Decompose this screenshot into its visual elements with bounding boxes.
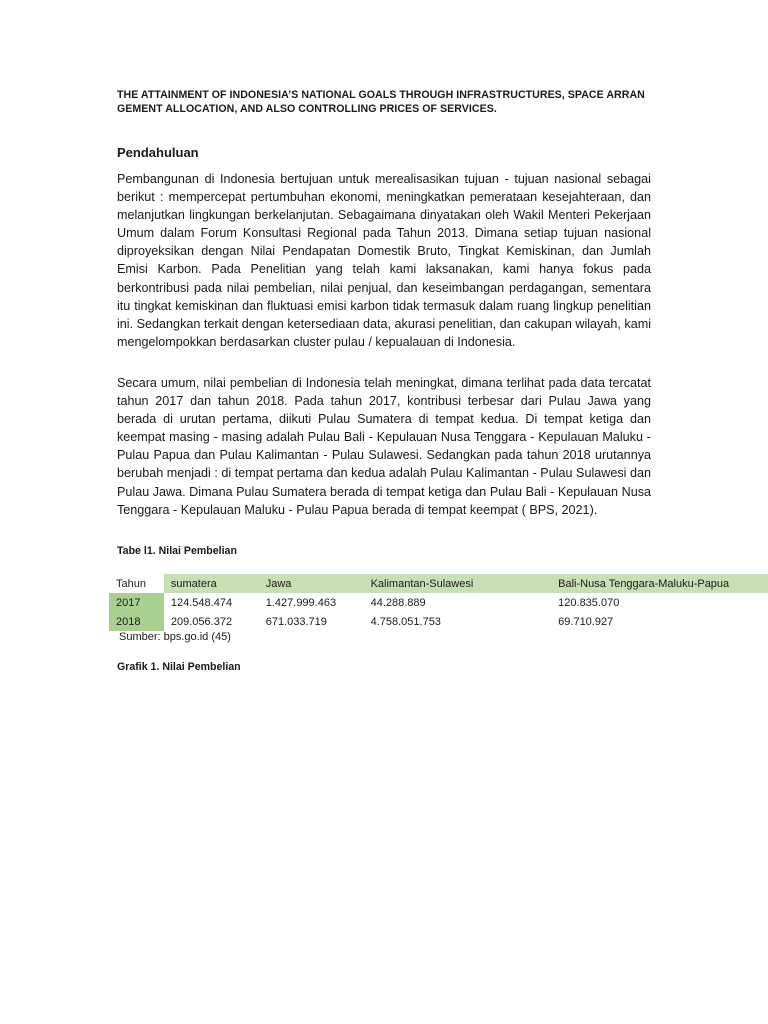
table-cell: 44.288.889: [370, 596, 426, 609]
table-cell: 1.427.999.463: [265, 596, 337, 609]
table-cell: 209.056.372: [170, 615, 233, 628]
table-header-cell: sumatera: [164, 574, 259, 593]
table-cell: 69.710.927: [558, 615, 614, 628]
nilai-pembelian-table: [109, 574, 768, 631]
section-heading-pendahuluan: Pendahuluan: [117, 145, 199, 160]
table-caption: Tabe l1. Nilai Pembelian: [117, 545, 237, 557]
table-header-cell: Bali-Nusa Tenggara-Maluku-Papua: [551, 574, 768, 593]
table-cell: 671.033.719: [265, 615, 327, 628]
document-title: THE ATTAINMENT OF INDONESIA’S NATIONAL GOALS THROUGH INFRASTRUCTURES, SPACE ARRAN GEMENT ALLOCATION, AND ALSO CONTROLLING PRICES OF SERVICES.: [117, 89, 645, 115]
paragraph-2: Secara umum, nilai pembelian di Indonesia telah meningkat, dimana terlihat pada data tercatat tahun 2017 dan tahun 2018. Pada tahun 2017, kontribusi terbesar dari Pulau Jawa yang berada di urutan pertama, diikuti Pulau Sumatera di tempat kedua. Di tempat ketiga dan keempat masing - masing adalah Pulau Bali - Kepulauan Nusa Tenggara - Kepulauan Maluku - Pulau Papua dan Pulau Kalimantan - Pulau Sulawesi. Sedangkan pada tahun 2018 urutannya berubah menjadi : di tempat pertama dan kedua adalah Pulau Kalimantan - Pulau Sulawesi dan Pulau Jawa. Dimana Pulau Sumatera berada di tempat ketiga dan Pulau Bali - Kepulauan Nusa Tenggara - Kepulauan Maluku - Pulau Papua berada di tempat keempat ( BPS, 2021).: [117, 376, 651, 517]
paragraph-1: Pembangunan di Indonesia bertujuan untuk merealisasikan tujuan - tujuan nasional sebagai berikut : mempercepat pertumbuhan ekonomi, meningkatkan pemerataan kesejahteraan, dan melanjutkan lingkungan berkelanjutan. Sebagaimana dinyatakan oleh Wakil Menteri Pekerjaan Umum dalam Forum Konsultasi Regional pada Tahun 2013. Dimana setiap tujuan nasional diproyeksikan dengan Nilai Pendapatan Domestik Bruto, Tingkat Kemiskinan, dan Jumlah Emisi Karbon. Pada Penelitian yang telah kami laksanakan, kami hanya fokus pada berkontribusi pada nilai pembelian, nilai penjual, dan keseimbangan perdagangan, sementara itu tingkat kemiskinan dan fluktuasi emisi karbon tidak termasuk dalam ruang lingkup penelitian ini. Sedangkan terkait dengan ketersediaan data, akurasi penelitian, dan cakupan wilayah, kami mengelompokkan berdasarkan cluster pulau / kepualauan di Indonesia.: [117, 172, 651, 349]
table-row: [109, 612, 768, 631]
table-cell: 120.835.070: [558, 596, 620, 609]
table-cell-year: 2017: [109, 593, 164, 612]
table-header-cell: Kalimantan-Sulawesi: [364, 574, 552, 593]
table-row: [109, 593, 768, 612]
table-cell: 124.548.474: [170, 596, 233, 609]
table-header-row: [109, 574, 768, 593]
table-cell-year: 2018: [109, 612, 164, 631]
chart-caption: Grafik 1. Nilai Pembelian: [117, 661, 241, 673]
table-source-note: Sumber: bps.go.id (45): [119, 631, 231, 643]
table-cell: 4.758.051.753: [370, 615, 441, 628]
table-header-cell: Jawa: [259, 574, 364, 593]
table-header-cell: Tahun: [116, 577, 146, 590]
